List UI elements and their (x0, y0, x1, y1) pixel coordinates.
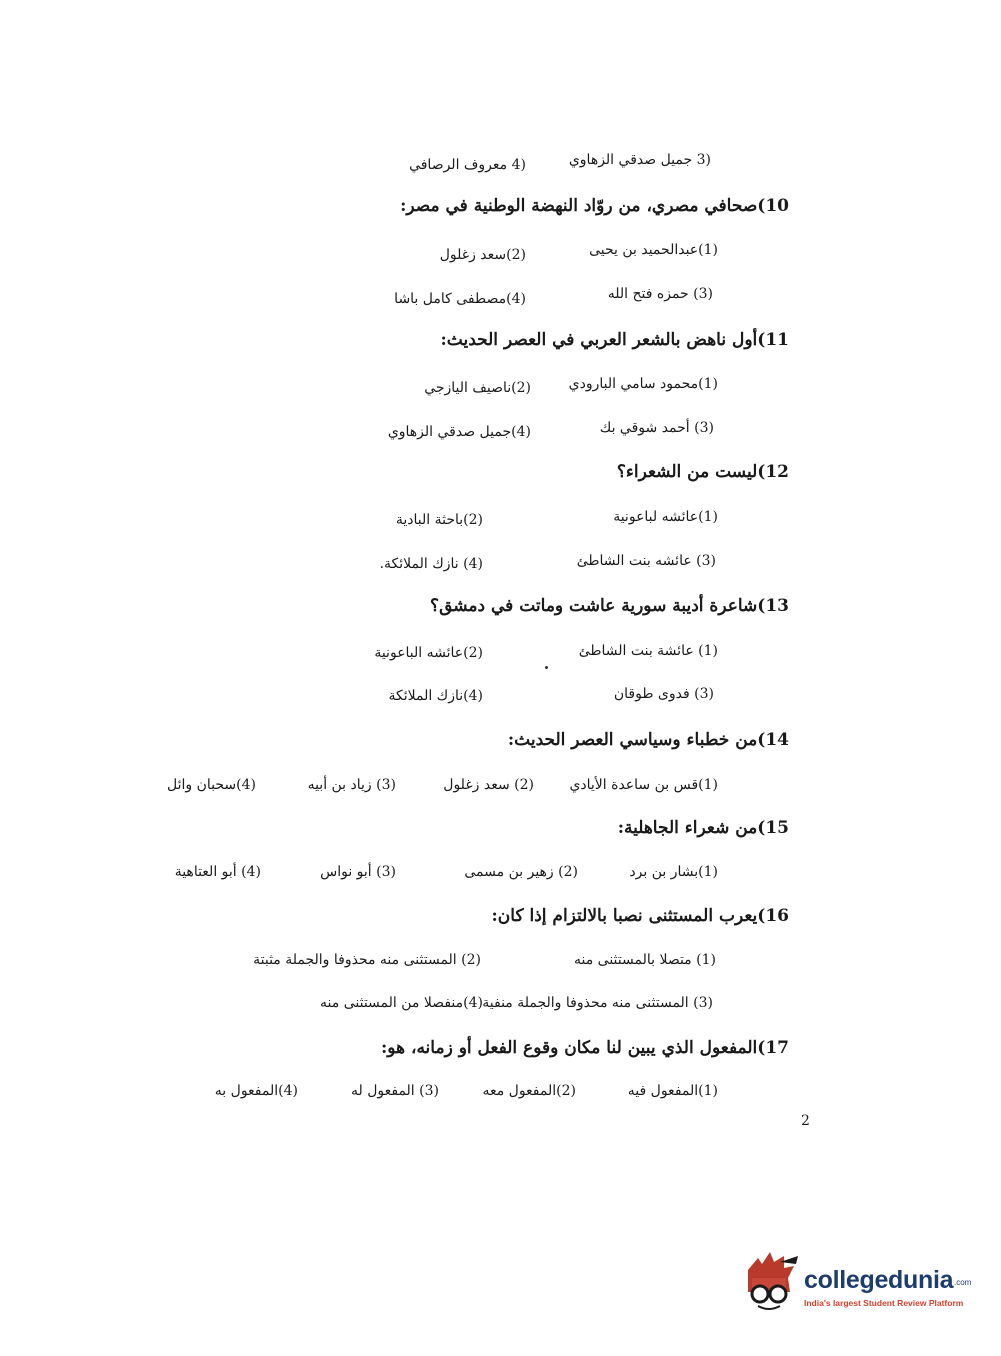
watermark-tagline: India's largest Student Review Platform (804, 1298, 964, 1308)
q10-option-2: (2)سعد زغلول (439, 247, 526, 263)
q10-option-4: (4)مصطفى كامل باشا (394, 291, 526, 307)
q10-option-1: (1)عبدالحميد بن يحيى (589, 242, 718, 258)
q11-option-2: (2)ناصيف اليازجي (424, 380, 531, 396)
q17-option-3: (3) المفعول له (350, 1083, 439, 1099)
q12-option-1: (1)عائشه لباعونية (613, 509, 718, 525)
q13-option-3: (3) فدوى طوقان (613, 686, 714, 702)
q12-option-2: (2)باحثة البادية (395, 512, 483, 528)
q11-option-1: (1)محمود سامي البارودي (568, 376, 718, 392)
q15-option-3: (3) أبو نواس (320, 864, 396, 880)
question-16: 16)يعرب المستثنى نصبا بالالتزام إذا كان: (491, 906, 789, 926)
q11-option-3: (3) أحمد شوقي بك (599, 420, 714, 436)
question-12: 12)ليست من الشعراء؟ (616, 462, 789, 482)
question-13: 13)شاعرة أديبة سورية عاشت وماتت في دمشق؟ (430, 596, 789, 616)
q14-option-3: (3) زياد بن أبيه (307, 777, 396, 793)
stray-mark (545, 666, 548, 669)
q17-option-1: (1)المفعول فيه (627, 1083, 718, 1099)
collegedunia-mascot-icon (740, 1248, 802, 1318)
q14-option-1: (1)قس بن ساعدة الأيادي (569, 777, 718, 793)
q16-option-1: (1) متصلا بالمستثنى منه (573, 952, 716, 968)
q15-option-1: (1)بشار بن برد (629, 864, 718, 880)
watermark-brand: collegedunia (804, 1266, 954, 1294)
page-number: 2 (801, 1113, 810, 1129)
q16-option-4: (4)منفصلا من المستثنى منه (320, 995, 483, 1011)
q16-option-2: (2) المستثنى منه محذوفا والجملة مثبتة (253, 952, 481, 968)
q12-option-4: (4) نازك الملائكة. (379, 556, 483, 572)
question-10: 10)صحافي مصري، من روّاد النهضة الوطنية في مصر: (400, 196, 789, 216)
q11-option-4: (4)جميل صدقي الزهاوي (387, 424, 531, 440)
q13-option-4: (4)نازك الملائكة (388, 688, 483, 704)
q14-option-2: (2) سعد زغلول (443, 777, 534, 793)
q9-option-4: (4 معروف الرصافي (409, 157, 526, 173)
q15-option-2: (2) زهير بن مسمى (464, 864, 578, 880)
q17-option-2: (2)المفعول معه (482, 1083, 576, 1099)
q16-option-3: (3) المستثنى منه محذوفا والجملة منفية (482, 995, 713, 1011)
q9-option-3: (3 جميل صدقي الزهاوي (568, 152, 711, 168)
q13-option-1: (1) عائشة بنت الشاطئ (578, 643, 718, 659)
question-11: 11)أول ناهض بالشعر العربي في العصر الحديث: (440, 330, 789, 350)
q17-option-4: (4)المفعول به (214, 1083, 298, 1099)
q10-option-3: (3) حمزه فتح الله (607, 286, 713, 302)
watermark-tld: .com (954, 1278, 972, 1287)
q13-option-2: (2)عائشه الباعونية (374, 645, 483, 661)
q14-option-4: (4)سحبان وائل (167, 777, 256, 793)
question-17: 17)المفعول الذي يبين لنا مكان وقوع الفعل أو زمانه، هو: (381, 1038, 789, 1058)
question-14: 14)من خطباء وسياسي العصر الحديث: (507, 730, 789, 750)
question-15: 15)من شعراء الجاهلية: (617, 818, 789, 838)
q12-option-3: (3) عائشه بنت الشاطئ (576, 553, 716, 569)
q15-option-4: (4) أبو العتاهية (174, 864, 261, 880)
